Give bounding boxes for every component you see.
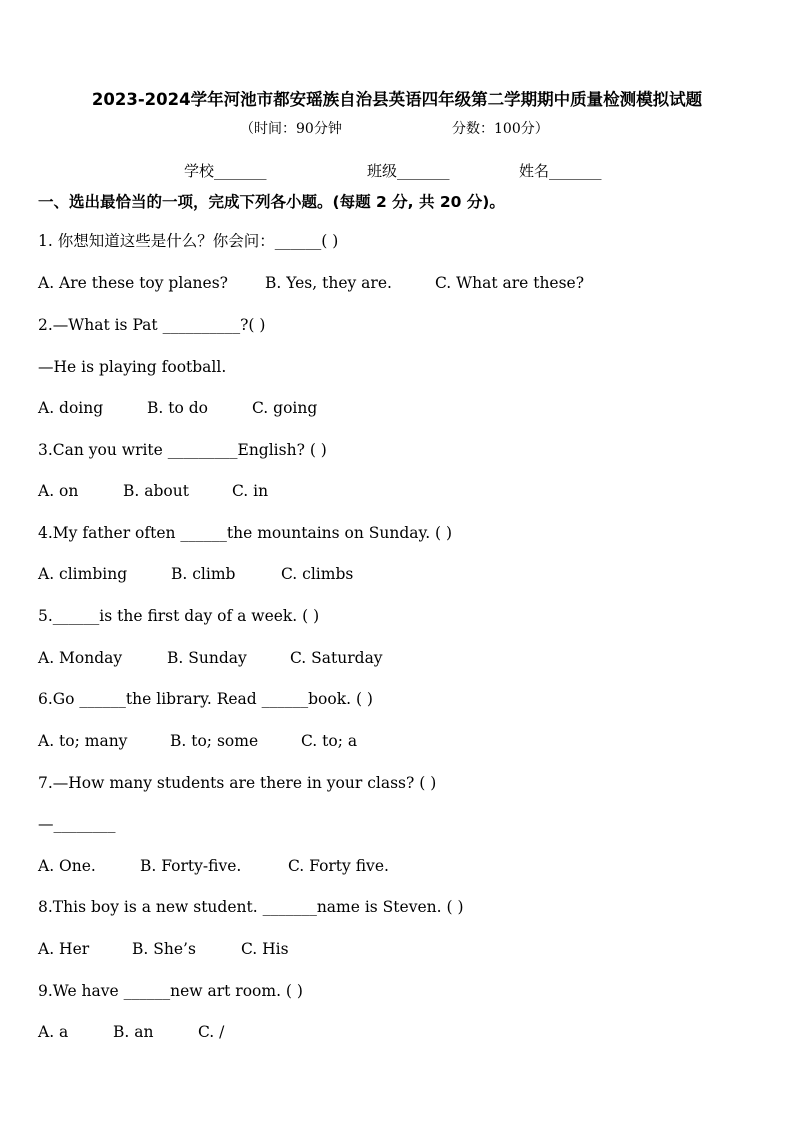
question-2: 2.—What is Pat __________?( ) [38,316,266,334]
question-3: 3.Can you write _________English? ( ) [38,441,327,459]
question-2-answer: —He is playing football. [38,358,227,376]
options-2 [38,399,317,418]
option-a: A. Are these toy planes? [38,274,228,292]
option-a: A. climbing [38,565,128,583]
options-5 [38,649,383,668]
options-3 [38,482,268,501]
question-6: 6.Go ______the library. Read ______book. ( ) [38,690,373,708]
question-8: 8.This boy is a new student. _______name is Steven. ( ) [38,898,464,916]
name-field: 姓名_______ [519,162,602,180]
question-5: 5.______is the first day of a week. ( ) [38,607,320,625]
option-b: B. to do [147,399,208,417]
class-field: 班级_______ [367,162,450,180]
option-a: A. doing [38,399,104,417]
section-heading: 一、选出最恰当的一项，完成下列各小题。(每题 2 分, 共 20 分)。 [38,193,505,211]
option-c: C. climbs [281,565,354,583]
options-1 [38,274,584,293]
question-4: 4.My father often ______the mountains on Sunday. ( ) [38,524,453,542]
option-a: A. Her [38,940,90,958]
option-c: C. His [241,940,289,958]
option-c: C. going [252,399,318,417]
option-a: A. on [38,482,79,500]
school-field: 学校_______ [184,162,267,180]
option-c: C. Saturday [290,649,383,667]
option-c: C. in [232,482,269,500]
option-a: A. One. [38,857,96,875]
option-c: C. / [198,1023,225,1041]
option-b: B. about [123,482,189,500]
options-6 [38,732,357,751]
option-b: B. an [113,1023,154,1041]
option-b: B. to; some [170,732,259,750]
option-b: B. climb [171,565,236,583]
option-b: B. Sunday [167,649,247,667]
total-score: 分数：100分） [452,121,549,137]
options-7 [38,857,389,876]
question-9: 9.We have ______new art room. ( ) [38,982,303,1000]
option-c: C. to; a [301,732,358,750]
question-1: 1. 你想知道这些是什么？你会问：______( ) [38,232,339,250]
option-b: B. Forty-five. [140,857,242,875]
option-a: A. a [38,1023,69,1041]
options-9 [38,1023,224,1042]
options-8 [38,940,289,959]
option-a: A. Monday [38,649,123,667]
option-b: B. She’s [132,940,196,958]
time-limit: （时间：90分钟 [240,121,342,137]
option-c: C. What are these? [435,274,585,292]
question-7-answer: —________ [38,815,116,833]
option-a: A. to; many [38,732,128,750]
option-c: C. Forty five. [288,857,389,875]
question-7: 7.—How many students are there in your class? ( ) [38,774,437,792]
option-b: B. Yes, they are. [265,274,392,292]
options-4 [38,565,353,584]
exam-title: 2023-2024学年河池市都安瑶族自治县英语四年级第二学期期中质量检测模拟试题 [91,90,703,109]
